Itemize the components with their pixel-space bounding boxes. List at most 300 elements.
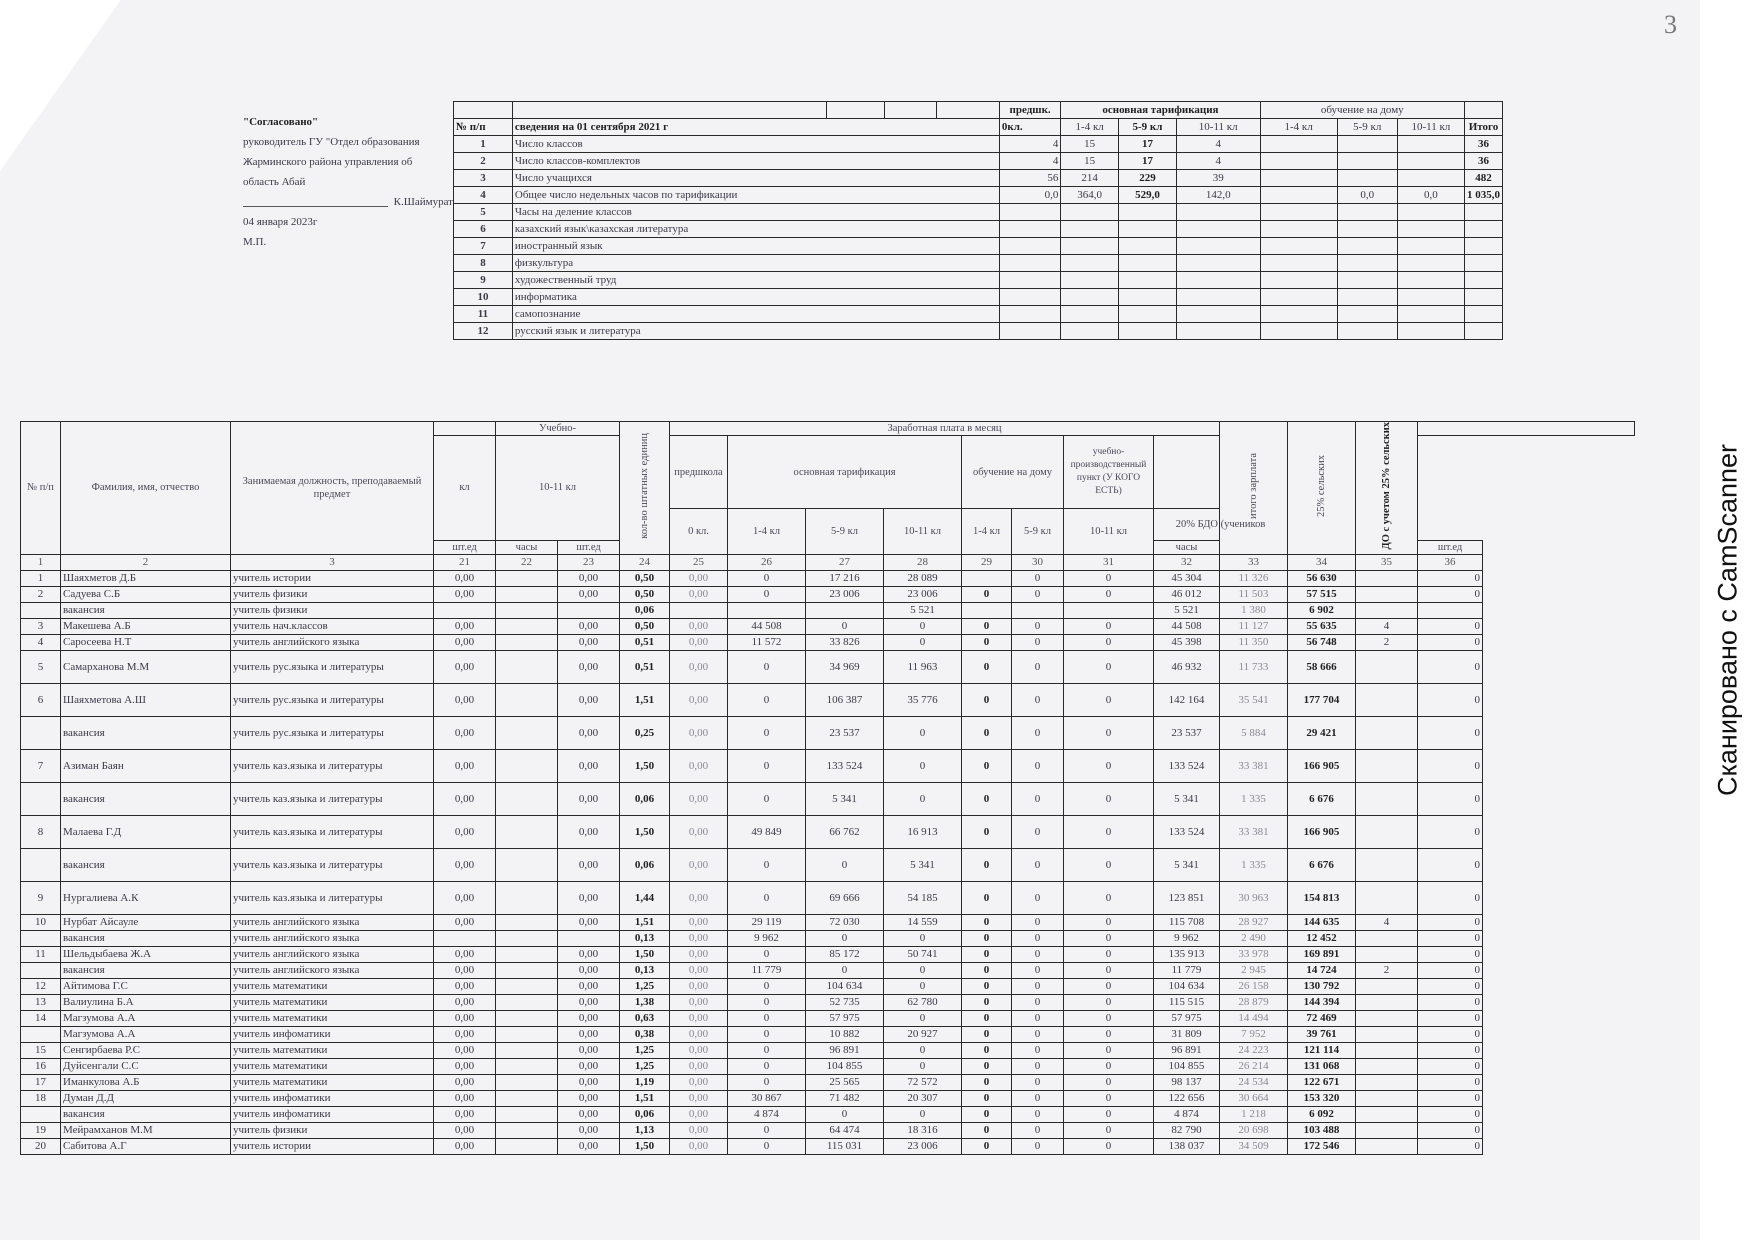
column-number: 28	[884, 554, 962, 570]
staff-position: учитель математики	[231, 994, 434, 1010]
cell-24: 0,51	[620, 634, 670, 650]
cell-26: 11 572	[728, 634, 806, 650]
staff-name: вакансия	[61, 716, 231, 749]
cell-29: 0	[962, 815, 1012, 848]
summary-home-1-4	[1260, 187, 1337, 204]
staff-row	[21, 1122, 1635, 1138]
cell-27: 64 474	[806, 1122, 884, 1138]
cell-29: 0	[962, 749, 1012, 782]
summary-10-11: 4	[1176, 153, 1260, 170]
summary-row	[454, 136, 1503, 153]
summary-total	[1465, 306, 1503, 323]
cell-22	[496, 683, 558, 716]
cell-35	[1356, 1138, 1418, 1154]
cell-22	[496, 1042, 558, 1058]
cell-27: 57 975	[806, 1010, 884, 1026]
staff-name: Сенгирбаева Р.С	[61, 1042, 231, 1058]
cell-27	[806, 602, 884, 618]
cell-35	[1356, 586, 1418, 602]
cell-25: 0,00	[670, 978, 728, 994]
cell-36: 0	[1418, 881, 1483, 914]
cell-34: 131 068	[1288, 1058, 1356, 1074]
row-num: 17	[21, 1074, 61, 1090]
cell-25: 0,00	[670, 716, 728, 749]
header-predshk: предшк.	[999, 102, 1061, 119]
staff-position: учитель инфоматики	[231, 1090, 434, 1106]
header-predshkola: предшкола	[670, 436, 728, 509]
cell-33: 11 127	[1220, 618, 1288, 634]
cell-22	[496, 1058, 558, 1074]
summary-5-9: 229	[1118, 170, 1176, 187]
cell-25: 0,00	[670, 914, 728, 930]
cell-34: 12 452	[1288, 930, 1356, 946]
summary-home-10-11	[1397, 238, 1464, 255]
cell-32: 135 913	[1154, 946, 1220, 962]
cell-23: 0,00	[558, 618, 620, 634]
summary-num: 11	[454, 306, 513, 323]
cell-30: 0	[1012, 1026, 1064, 1042]
cell-31: 0	[1064, 930, 1154, 946]
cell-27: 33 826	[806, 634, 884, 650]
cell-26: 0	[728, 716, 806, 749]
scanner-watermark	[1700, 0, 1755, 1240]
summary-label: Часы на деление классов	[512, 204, 999, 221]
row-num	[21, 962, 61, 978]
cell-29: 0	[962, 1106, 1012, 1122]
staff-row	[21, 650, 1635, 683]
cell-21: 0,00	[434, 994, 496, 1010]
summary-10-11	[1176, 204, 1260, 221]
cell-27: 10 882	[806, 1026, 884, 1042]
cell-34: 57 515	[1288, 586, 1356, 602]
cell-24: 0,06	[620, 1106, 670, 1122]
cell-29: 0	[962, 1042, 1012, 1058]
cell-22	[496, 650, 558, 683]
cell-25: 0,00	[670, 962, 728, 978]
column-number: 22	[496, 554, 558, 570]
summary-home-1-4	[1260, 306, 1337, 323]
cell-34: 6 676	[1288, 782, 1356, 815]
cell-23: 0,00	[558, 1106, 620, 1122]
cell-33: 33 381	[1220, 815, 1288, 848]
summary-home-1-4	[1260, 221, 1337, 238]
summary-label: иностранный язык	[512, 238, 999, 255]
approval-title: "Согласовано"	[243, 116, 319, 128]
summary-row	[454, 289, 1503, 306]
cell-27: 104 634	[806, 978, 884, 994]
cell-25: 0,00	[670, 749, 728, 782]
cell-28: 20 307	[884, 1090, 962, 1106]
summary-total: 36	[1465, 136, 1503, 153]
cell-23: 0,00	[558, 946, 620, 962]
summary-total	[1465, 272, 1503, 289]
cell-25: 0,00	[670, 683, 728, 716]
cell-22	[496, 848, 558, 881]
cell-34: 6 676	[1288, 848, 1356, 881]
cell-31: 0	[1064, 881, 1154, 914]
summary-5-9	[1118, 255, 1176, 272]
cell-28: 50 741	[884, 946, 962, 962]
staff-position: учитель каз.языка и литературы	[231, 848, 434, 881]
staff-name: Дуйсенгали С.С	[61, 1058, 231, 1074]
summary-0kl	[999, 221, 1061, 238]
header-kol-vo: кол-во штатных единиц	[620, 422, 670, 555]
cell-31: 0	[1064, 1010, 1154, 1026]
cell-30: 0	[1012, 978, 1064, 994]
summary-10-11	[1176, 306, 1260, 323]
summary-0kl: 4	[999, 153, 1061, 170]
staff-name: Шельдыбаева Ж.А	[61, 946, 231, 962]
staff-row	[21, 1058, 1635, 1074]
cell-25: 0,00	[670, 618, 728, 634]
column-number: 29	[962, 554, 1012, 570]
cell-22	[496, 1106, 558, 1122]
cell-24: 1,51	[620, 914, 670, 930]
summary-home-1-4	[1260, 289, 1337, 306]
staff-position: учитель математики	[231, 1058, 434, 1074]
cell-33: 11 350	[1220, 634, 1288, 650]
staff-position: учитель английского языка	[231, 946, 434, 962]
cell-31: 0	[1064, 586, 1154, 602]
cell-26: 0	[728, 1138, 806, 1154]
cell-28: 0	[884, 962, 962, 978]
staff-name: Азиман Баян	[61, 749, 231, 782]
summary-home-10-11	[1397, 272, 1464, 289]
row-num	[21, 1106, 61, 1122]
cell-35	[1356, 570, 1418, 586]
cell-36: 0	[1418, 1042, 1483, 1058]
cell-21: 0,00	[434, 1122, 496, 1138]
cell-30: 0	[1012, 634, 1064, 650]
cell-36: 0	[1418, 683, 1483, 716]
cell-22	[496, 930, 558, 946]
summary-10-11: 4	[1176, 136, 1260, 153]
header-total: Итого	[1465, 119, 1503, 136]
cell-35	[1356, 782, 1418, 815]
summary-home-5-9	[1337, 153, 1397, 170]
cell-24: 0,13	[620, 962, 670, 978]
approval-line-3: область Абай	[243, 176, 306, 188]
summary-1-4	[1061, 238, 1119, 255]
cell-35	[1356, 946, 1418, 962]
cell-25: 0,00	[670, 815, 728, 848]
summary-label: художественный труд	[512, 272, 999, 289]
summary-total	[1465, 204, 1503, 221]
summary-num: 5	[454, 204, 513, 221]
cell-29	[962, 570, 1012, 586]
cell-32: 104 634	[1154, 978, 1220, 994]
summary-home-1-4	[1260, 136, 1337, 153]
cell-27: 85 172	[806, 946, 884, 962]
staff-row	[21, 1042, 1635, 1058]
cell-23: 0,00	[558, 1042, 620, 1058]
cell-33: 14 494	[1220, 1010, 1288, 1026]
staff-row	[21, 716, 1635, 749]
staff-name: Малаева Г.Д	[61, 815, 231, 848]
main-head-row-1	[21, 422, 1635, 436]
summary-10-11	[1176, 289, 1260, 306]
cell-29: 0	[962, 650, 1012, 683]
cell-27: 106 387	[806, 683, 884, 716]
cell-31: 0	[1064, 848, 1154, 881]
column-number: 21	[434, 554, 496, 570]
cell-21: 0,00	[434, 570, 496, 586]
staff-position: учитель истории	[231, 570, 434, 586]
cell-35	[1356, 749, 1418, 782]
staff-row	[21, 1010, 1635, 1026]
cell-34: 144 635	[1288, 914, 1356, 930]
summary-0kl	[999, 289, 1061, 306]
column-number: 36	[1418, 554, 1483, 570]
summary-total: 482	[1465, 170, 1503, 187]
cell-31	[1064, 602, 1154, 618]
summary-num: 12	[454, 323, 513, 340]
cell-27: 5 341	[806, 782, 884, 815]
cell-32: 133 524	[1154, 815, 1220, 848]
column-number: 31	[1064, 554, 1154, 570]
cell-21: 0,00	[434, 815, 496, 848]
cell-34: 56 630	[1288, 570, 1356, 586]
header-home-5-9: 5-9 кл	[1012, 509, 1064, 554]
header-position: Занимаемая должность, преподаваемый предмет	[231, 422, 434, 555]
cell-28: 23 006	[884, 586, 962, 602]
cell-35	[1356, 1026, 1418, 1042]
summary-num: 1	[454, 136, 513, 153]
cell-32: 9 962	[1154, 930, 1220, 946]
summary-home-10-11	[1397, 221, 1464, 238]
cell-32: 31 809	[1154, 1026, 1220, 1042]
cell-25: 0,00	[670, 930, 728, 946]
cell-31: 0	[1064, 994, 1154, 1010]
staff-row	[21, 749, 1635, 782]
column-number: 33	[1220, 554, 1288, 570]
row-num: 20	[21, 1138, 61, 1154]
header-osn-tarif: основная тарификация	[728, 436, 962, 509]
summary-home-10-11: 0,0	[1397, 187, 1464, 204]
cell-33: 26 158	[1220, 978, 1288, 994]
cell-27: 23 537	[806, 716, 884, 749]
summary-home-1-4	[1260, 323, 1337, 340]
cell-24: 1,25	[620, 978, 670, 994]
summary-home-10-11	[1397, 289, 1464, 306]
cell-34: 153 320	[1288, 1090, 1356, 1106]
staff-name: Валиулина Б.А	[61, 994, 231, 1010]
cell-29: 0	[962, 683, 1012, 716]
summary-home-1-4	[1260, 238, 1337, 255]
cell-22	[496, 782, 558, 815]
summary-home-5-9: 0,0	[1337, 187, 1397, 204]
summary-10-11: 39	[1176, 170, 1260, 187]
cell-22	[496, 716, 558, 749]
cell-23: 0,00	[558, 1058, 620, 1074]
header-home-10-11: 10-11 кл	[1064, 509, 1154, 554]
cell-36: 0	[1418, 930, 1483, 946]
cell-35	[1356, 1042, 1418, 1058]
summary-home-1-4	[1260, 170, 1337, 187]
cell-25: 0,00	[670, 946, 728, 962]
cell-32: 57 975	[1154, 1010, 1220, 1026]
cell-23: 0,00	[558, 881, 620, 914]
staff-position: учитель математики	[231, 978, 434, 994]
cell-22	[496, 1074, 558, 1090]
cell-26: 0	[728, 1122, 806, 1138]
cell-30: 0	[1012, 946, 1064, 962]
cell-34: 177 704	[1288, 683, 1356, 716]
cell-35	[1356, 1074, 1418, 1090]
cell-33: 20 698	[1220, 1122, 1288, 1138]
cell-25: 0,00	[670, 848, 728, 881]
cell-26: 0	[728, 978, 806, 994]
staff-position: учитель английского языка	[231, 634, 434, 650]
header-0kl: 0кл.	[999, 119, 1061, 136]
cell-29: 0	[962, 930, 1012, 946]
summary-0kl: 56	[999, 170, 1061, 187]
cell-24: 0,25	[620, 716, 670, 749]
cell-27: 34 969	[806, 650, 884, 683]
cell-25: 0,00	[670, 782, 728, 815]
cell-26: 0	[728, 994, 806, 1010]
staff-name: Сабитова А.Г	[61, 1138, 231, 1154]
cell-21: 0,00	[434, 1090, 496, 1106]
staff-row	[21, 962, 1635, 978]
summary-home-1-4	[1260, 255, 1337, 272]
cell-24: 0,50	[620, 570, 670, 586]
cell-28: 18 316	[884, 1122, 962, 1138]
summary-home-5-9	[1337, 323, 1397, 340]
cell-31: 0	[1064, 782, 1154, 815]
cell-34: 29 421	[1288, 716, 1356, 749]
cell-30: 0	[1012, 1090, 1064, 1106]
cell-35	[1356, 1122, 1418, 1138]
summary-label: Число классов-комплектов	[512, 153, 999, 170]
cell-24: 1,19	[620, 1074, 670, 1090]
page-corner-fold	[0, 0, 121, 171]
staff-name: Думан Д.Д	[61, 1090, 231, 1106]
cell-30: 0	[1012, 586, 1064, 602]
cell-21	[434, 930, 496, 946]
cell-21: 0,00	[434, 962, 496, 978]
cell-32: 5 521	[1154, 602, 1220, 618]
cell-21: 0,00	[434, 1106, 496, 1122]
staff-name: Садуева С.Б	[61, 586, 231, 602]
cell-24: 1,51	[620, 683, 670, 716]
cell-24: 0,50	[620, 586, 670, 602]
cell-34: 166 905	[1288, 815, 1356, 848]
summary-total	[1465, 289, 1503, 306]
row-num	[21, 930, 61, 946]
summary-label: русский язык и литература	[512, 323, 999, 340]
staff-name: Нургалиева А.К	[61, 881, 231, 914]
summary-home-5-9	[1337, 238, 1397, 255]
cell-36: 0	[1418, 749, 1483, 782]
cell-25: 0,00	[670, 1042, 728, 1058]
cell-21: 0,00	[434, 782, 496, 815]
staff-position: учитель инфоматики	[231, 1106, 434, 1122]
cell-26: 0	[728, 1074, 806, 1090]
summary-row	[454, 323, 1503, 340]
cell-36: 0	[1418, 586, 1483, 602]
cell-31: 0	[1064, 650, 1154, 683]
cell-22	[496, 1090, 558, 1106]
cell-25: 0,00	[670, 1122, 728, 1138]
staff-name: Магзумова А.А	[61, 1026, 231, 1042]
cell-28: 0	[884, 1106, 962, 1122]
staff-position: учитель математики	[231, 1010, 434, 1026]
cell-23: 0,00	[558, 683, 620, 716]
cell-33: 1 218	[1220, 1106, 1288, 1122]
cell-24: 1,13	[620, 1122, 670, 1138]
summary-home-5-9	[1337, 221, 1397, 238]
summary-1-4: 364,0	[1061, 187, 1119, 204]
cell-26: 4 874	[728, 1106, 806, 1122]
header-info: сведения на 01 сентября 2021 г	[512, 119, 999, 136]
cell-26: 0	[728, 1058, 806, 1074]
cell-32: 115 515	[1154, 994, 1220, 1010]
cell-23: 0,00	[558, 994, 620, 1010]
cell-31: 0	[1064, 946, 1154, 962]
summary-home-10-11	[1397, 204, 1464, 221]
cell-29: 0	[962, 1090, 1012, 1106]
summary-1-4: 15	[1061, 136, 1119, 153]
cell-30: 0	[1012, 650, 1064, 683]
cell-25: 0,00	[670, 586, 728, 602]
staff-row	[21, 618, 1635, 634]
cell-31: 0	[1064, 1090, 1154, 1106]
summary-5-9	[1118, 238, 1176, 255]
cell-30: 0	[1012, 962, 1064, 978]
header-num: № п/п	[21, 422, 61, 555]
summary-home-5-9	[1337, 272, 1397, 289]
cell-30: 0	[1012, 1058, 1064, 1074]
column-number: 26	[728, 554, 806, 570]
cell-35	[1356, 930, 1418, 946]
summary-1-4	[1061, 289, 1119, 306]
cell-33: 11 503	[1220, 586, 1288, 602]
cell-26: 0	[728, 570, 806, 586]
cell-21: 0,00	[434, 683, 496, 716]
cell-33: 11 326	[1220, 570, 1288, 586]
cell-30: 0	[1012, 1106, 1064, 1122]
summary-row	[454, 170, 1503, 187]
scanner-label: Сканировано с CamScanner	[1712, 443, 1742, 797]
cell-28: 0	[884, 618, 962, 634]
cell-35	[1356, 881, 1418, 914]
cell-31: 0	[1064, 1122, 1154, 1138]
column-number: 1	[21, 554, 61, 570]
cell-35: 4	[1356, 618, 1418, 634]
cell-32: 138 037	[1154, 1138, 1220, 1154]
staff-position: учитель нач.классов	[231, 618, 434, 634]
row-num: 11	[21, 946, 61, 962]
row-num: 16	[21, 1058, 61, 1074]
cell-24: 0,06	[620, 782, 670, 815]
cell-30: 0	[1012, 930, 1064, 946]
cell-24: 1,25	[620, 1058, 670, 1074]
summary-5-9	[1118, 221, 1176, 238]
cell-32: 5 341	[1154, 848, 1220, 881]
row-num: 6	[21, 683, 61, 716]
cell-34: 172 546	[1288, 1138, 1356, 1154]
cell-26: 11 779	[728, 962, 806, 978]
cell-33: 28 879	[1220, 994, 1288, 1010]
cell-23: 0,00	[558, 1138, 620, 1154]
cell-23	[558, 930, 620, 946]
cell-23: 0,00	[558, 962, 620, 978]
summary-10-11	[1176, 272, 1260, 289]
cell-22	[496, 815, 558, 848]
cell-23	[558, 602, 620, 618]
cell-24: 1,50	[620, 815, 670, 848]
